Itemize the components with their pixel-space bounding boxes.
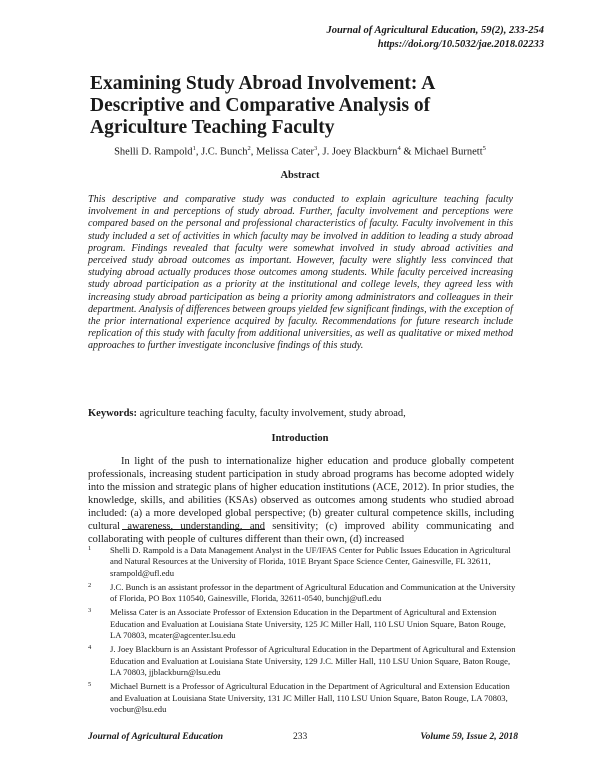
author-name: Melissa Cater — [255, 146, 314, 158]
footnote-text: J. Joey Blackburn is an Assistant Professor of Agricultural Education in the Department of Agricultural and Extension Education and Evaluation at Louisiana State University, 129 J.C. Miller Hall, 110 LSU Union Square, Baton Rouge, LA 70803, jjblackburn@lsu.edu — [110, 644, 516, 677]
footnote-list — [88, 545, 518, 718]
keywords-text: agriculture teaching faculty, faculty involvement, study abroad, — [137, 408, 406, 419]
author-footnote-mark: 4 — [397, 145, 401, 152]
footnote-text: Shelli D. Rampold is a Data Management Analyst in the UF/IFAS Center for Public Issues Education in Agricultural and Natural Resources at the University of Florida, 101E Bryant Space Science Center, Gainesville, FL 32611, srampold@ufl.edu — [110, 545, 511, 578]
footnote-item — [88, 681, 518, 715]
author-footnote-mark: 2 — [247, 145, 251, 152]
footnote-item — [88, 545, 518, 579]
footnote-mark: 4 — [88, 644, 92, 652]
page-footer — [88, 732, 518, 746]
footnote-text: J.C. Bunch is an assistant professor in the department of Agricultural Education and Communication at the University of Florida, PO Box 110540, Gainesville, Florida, 32611-0540, bunchj@ufl.edu — [110, 581, 516, 604]
author-list: Shelli D. Rampold$^1$, J.C. Bunch$^2$, Melissa Cater$^3$, J. Joey Blackburn$^4$ & Michael Burnett$^5$ — [114, 145, 486, 158]
footnote-mark: 5 — [88, 681, 92, 689]
keywords-line — [88, 408, 406, 419]
introduction-heading: Introduction — [271, 433, 329, 444]
author-name: Michael Burnett — [414, 146, 483, 158]
paper-title: Examining Study Abroad Involvement: A Descriptive and Comparative Analysis of Agriculture Teaching Faculty — [90, 73, 435, 138]
author-footnote-mark: 3 — [313, 145, 318, 152]
footer-volume: Volume 59, Issue 2, 2018 — [420, 732, 518, 742]
footer-journal-name: Journal of Agricultural Education — [88, 732, 224, 742]
abstract-heading: Abstract — [280, 170, 320, 181]
author-footnote-mark: 1 — [192, 145, 196, 152]
abstract-text: This descriptive and comparative study was conducted to explain agriculture teaching faculty involvement in and perceptions of study abroad. Further, faculty involvement and perceptions were compared based on the personal and professional characteristics of faculty. Faculty involvement in this study included a set of activities in which faculty may be involved in addition to leading a study abroad program. Findings revealed that faculty were somewhat involved in study abroad activities and perceived study abroad outcomes as important. However, faculty were slightly less convinced that studying abroad actually produces those outcomes among students. While faculty perceived increasing study abroad participation as a priority at the institutional and college levels, they agreed less with increasing study abroad participation as being a priority among administrators and colleagues in their department. Analysis of differences between groups yielded few significant findings, with the exception of the prior international experience acquired by faculty. Recommendations for future research include replication of this study with faculty from additional universities, as well as qualitative or mixed method approaches to further investigate inconclusive findings of this study. — [88, 194, 513, 352]
footnote-mark: 2 — [88, 581, 92, 589]
footnote-mark: 1 — [88, 545, 92, 552]
keywords-label: Keywords: — [88, 408, 137, 419]
author-footnote-mark: 5 — [482, 145, 486, 152]
footnote-divider — [122, 529, 265, 530]
running-header — [326, 24, 544, 52]
footnote-item — [88, 607, 518, 641]
footnote-text: Michael Burnett is a Professor of Agricultural Education in the Department of Agricultural and Extension Education and Evaluation at Louisiana State University, 131 JC Miller Hall, 110 LSU Union Square, Baton Rouge, LA 70803, vocbur@lsu.edu — [110, 681, 510, 714]
footnote-text: Melissa Cater is an Associate Professor of Extension Education in the Department of Agricultural and Extension Education and Evaluation at Louisiana State University, 125 JC Miller Hall, 110 LSU Union Square, Baton Rouge, LA 70803, mcater@agcenter.lsu.edu — [110, 607, 506, 641]
footnote-item — [88, 582, 518, 605]
doi-link[interactable]: https://doi.org/10.5032/jae.2018.02233 — [377, 39, 544, 50]
author-name: J.C. Bunch — [201, 146, 248, 158]
journal-citation: Journal of Agricultural Education, 59(2), 233-254 — [326, 25, 544, 36]
footnote-mark: 3 — [88, 607, 92, 615]
footnote-item — [88, 644, 518, 678]
author-name: J. Joey Blackburn — [322, 146, 398, 158]
introduction-text: In light of the push to internationalize higher education and produce globally competent professionals, increasing student participation in study abroad programs has become adopted widely into the mission and strategic plans of higher education institutions (ACE, 2012). In prior studies, the knowledge, skills, and abilities (KSAs) observed as outcomes among students who studied abroad included: (a) a more developed global perspective; (b) greater cultural competence skills, including cultural awareness, understanding, and sensitivity; (c) improved ability communicating and collaborating with people of cultures different than their own, (d) increased — [88, 456, 514, 545]
author-name: Shelli D. Rampold — [114, 146, 193, 158]
page-number: 233 — [293, 732, 308, 742]
